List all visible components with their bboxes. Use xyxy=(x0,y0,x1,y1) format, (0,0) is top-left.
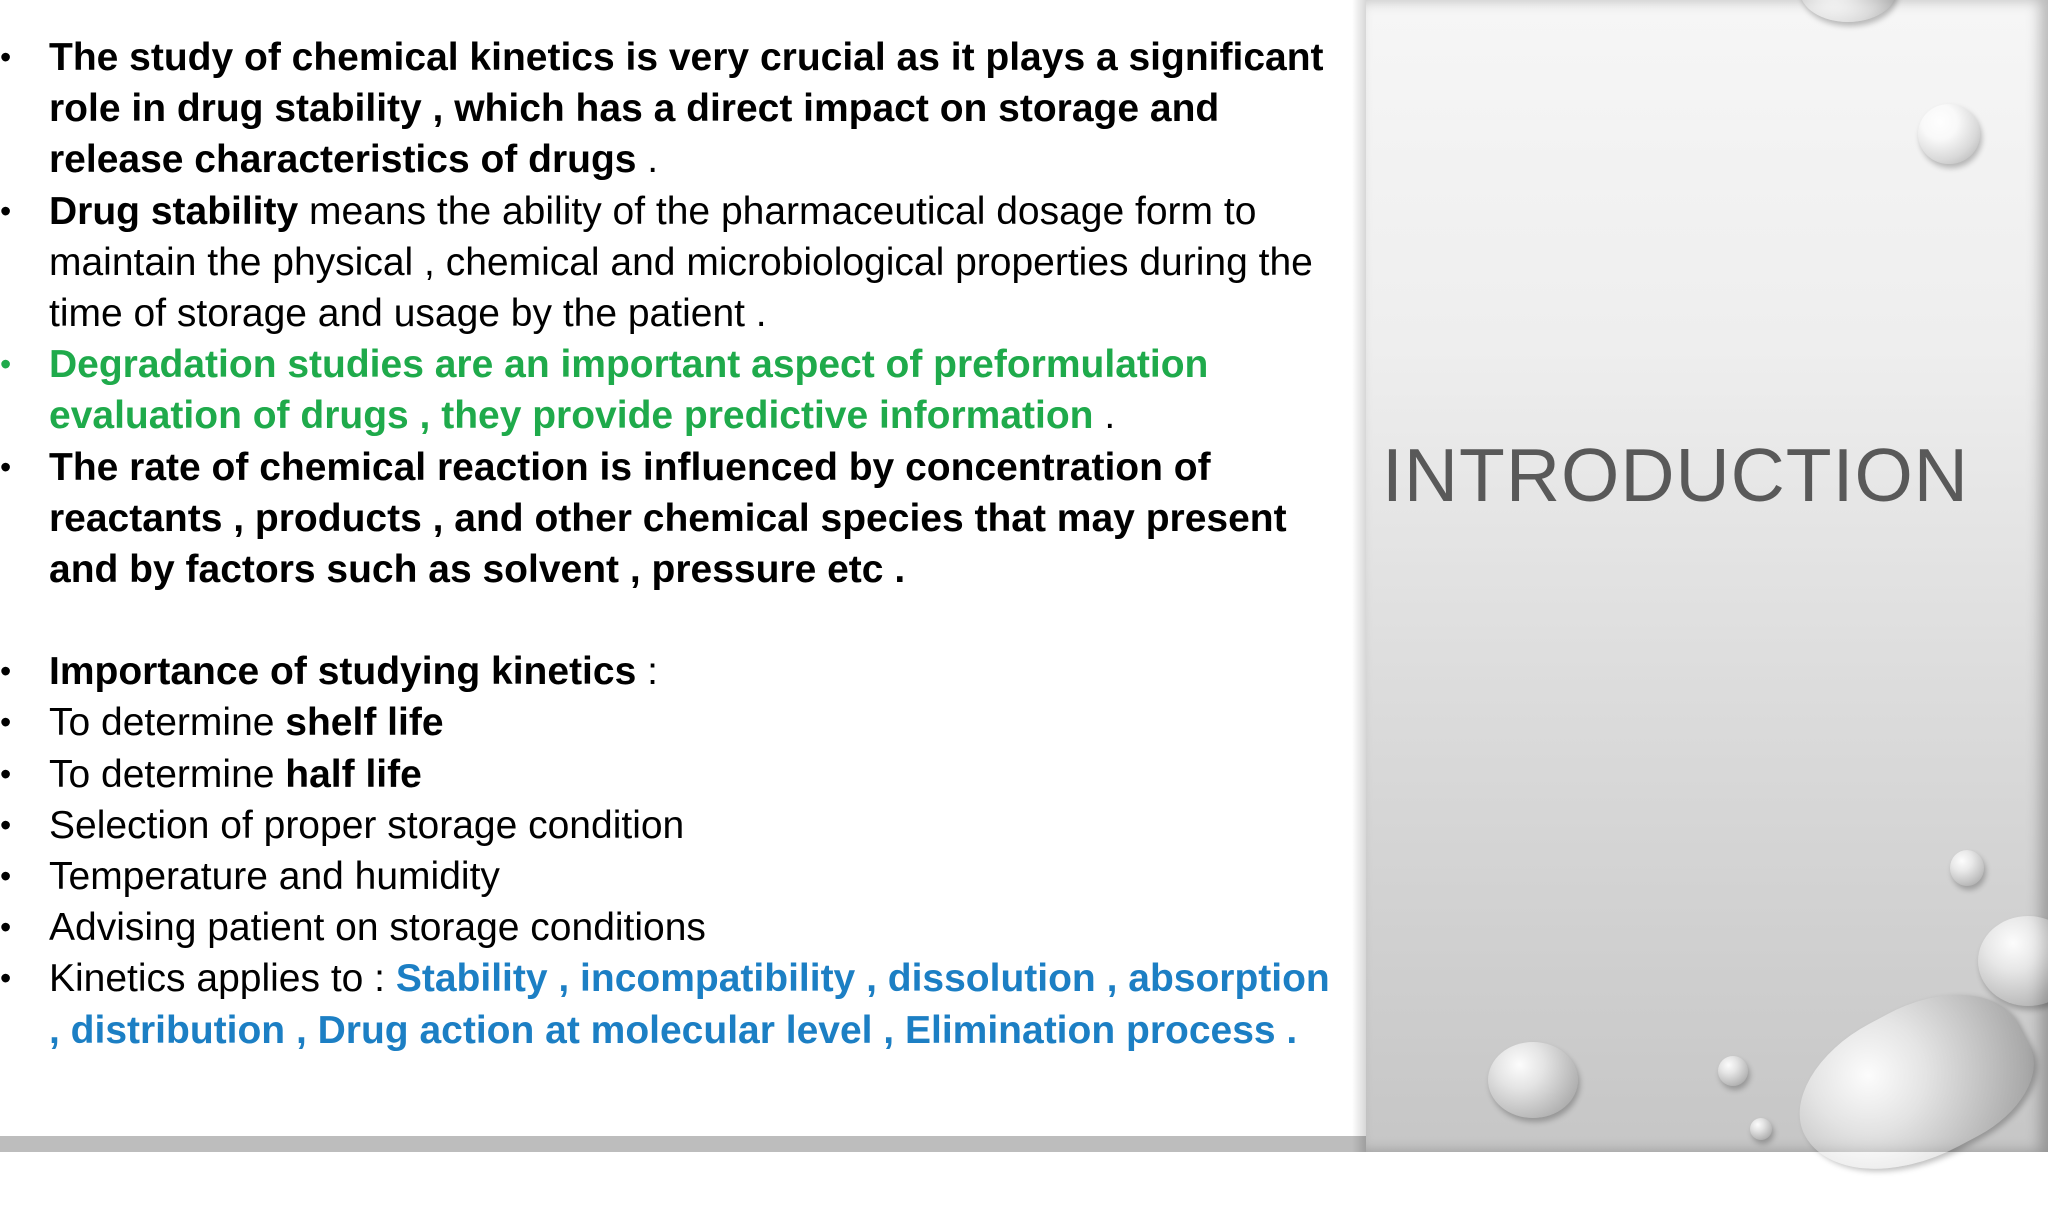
bullet-text: To determine xyxy=(49,752,286,796)
bullet-item xyxy=(0,902,1340,953)
bullet-item xyxy=(0,851,1340,902)
water-drop-icon xyxy=(1800,0,1896,22)
bullet-icon: • xyxy=(0,755,12,792)
bullet-text: means the ability of the pharmaceutical dosage form to maintain the physical , chemical and microbiological properties during the time of storage and usage by the patient . xyxy=(49,189,1313,336)
water-drop-icon xyxy=(1488,1042,1578,1118)
bullet-icon: • xyxy=(0,346,12,383)
side-panel xyxy=(1366,0,2048,1152)
bullet-item xyxy=(0,646,1340,697)
bullet-icon: • xyxy=(0,653,12,690)
bullet-item xyxy=(0,749,1340,800)
bullet-item xyxy=(0,186,1340,340)
bullet-icon: • xyxy=(0,448,12,485)
bullet-text: The study of chemical kinetics is very crucial as it plays a significant role in drug stability , which has a direct impact on storage and release characteristics of drugs xyxy=(49,36,1324,182)
bullet-item xyxy=(0,800,1340,851)
water-drop-icon xyxy=(1750,1118,1772,1140)
water-drop-icon xyxy=(1718,1056,1748,1086)
bullet-text: Selection of proper storage condition xyxy=(49,803,685,847)
bullet-list xyxy=(0,32,1340,1056)
bullet-icon: • xyxy=(0,909,12,946)
bullet-bold-text: shelf life xyxy=(285,701,444,745)
water-drop-icon xyxy=(1978,916,2048,1006)
bullet-item xyxy=(0,32,1340,186)
bullet-bold-text: half life xyxy=(285,752,422,796)
bullet-icon: • xyxy=(0,192,12,229)
bullet-bold-text: Drug stability xyxy=(49,189,299,233)
bullet-text: The rate of chemical reaction is influenced by concentration of reactants , products , and other chemical species that may present and by factors such as solvent , pressure etc . xyxy=(49,445,1287,592)
bullet-item xyxy=(0,442,1340,596)
bullet-text: Advising patient on storage conditions xyxy=(49,906,706,950)
bullet-text-tail: . xyxy=(636,138,659,182)
bullet-text: Temperature and humidity xyxy=(49,855,500,899)
bullet-item xyxy=(0,953,1340,1055)
bullet-text: Kinetics applies to : xyxy=(49,957,396,1001)
bullet-item xyxy=(0,697,1340,748)
bullet-spacer xyxy=(0,595,1340,646)
bullet-icon: • xyxy=(0,806,12,843)
bullet-text: : xyxy=(636,650,658,694)
bullet-bold-text: Importance of studying kinetics xyxy=(49,650,637,694)
bullet-icon: • xyxy=(0,704,12,741)
bullet-text: To determine xyxy=(49,701,286,745)
bullet-green-text: Degradation studies are an important aspect of preformulation evaluation of drugs , they provide predictive information xyxy=(49,343,1209,438)
bullet-icon: • xyxy=(0,858,12,895)
bullet-icon: • xyxy=(0,39,12,75)
bullet-item xyxy=(0,339,1340,441)
water-drop-icon xyxy=(1918,104,1980,164)
bullet-text-tail: . xyxy=(1093,394,1116,438)
bullet-blue-text: Stability , incompatibility , dissolution , absorption , distribution , Drug action at molecular level , Elimination process . xyxy=(49,957,1330,1052)
bullet-icon: • xyxy=(0,960,12,997)
bottom-bar xyxy=(0,1136,1366,1152)
slide-title: INTRODUCTION xyxy=(1382,433,1969,517)
water-drop-icon xyxy=(1950,850,1984,886)
